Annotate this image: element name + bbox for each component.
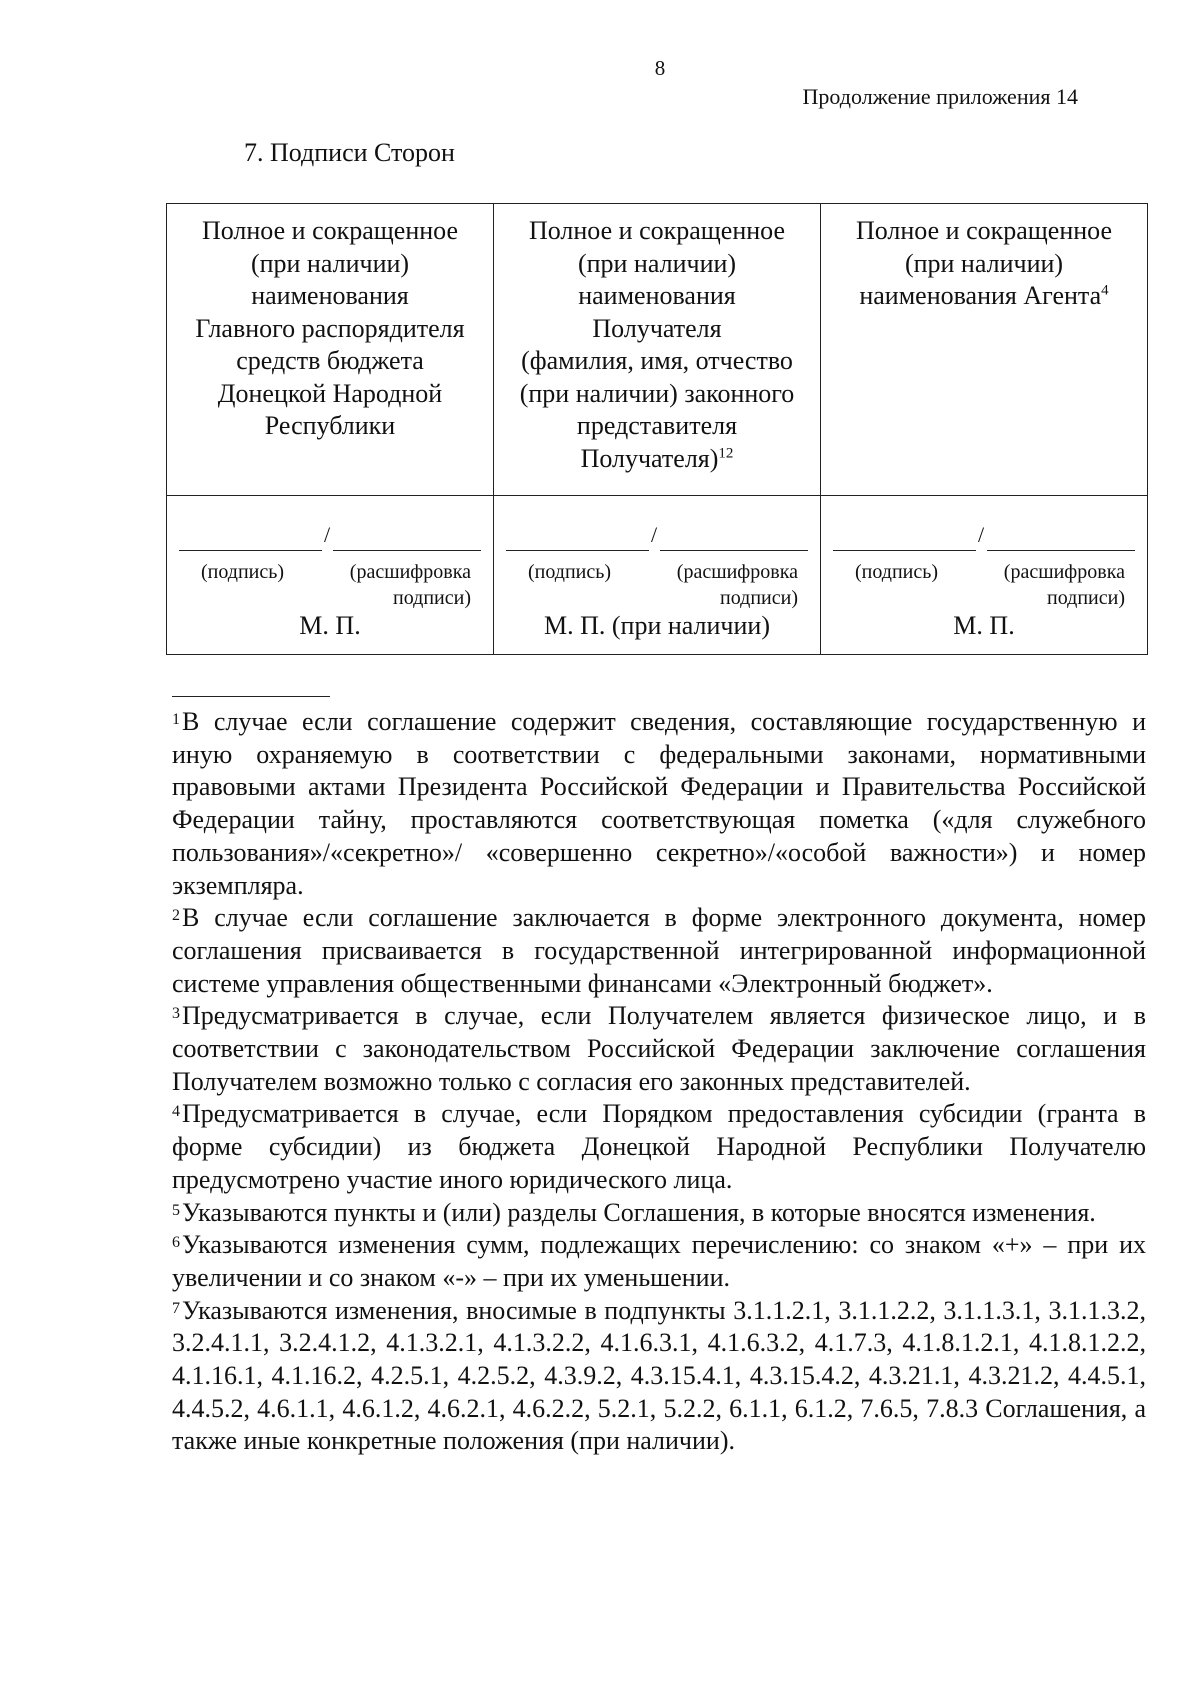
signature-cell	[821, 496, 1148, 655]
decode-caption-line: (расшифровка	[676, 561, 798, 583]
heading-line: Главного распорядителя	[195, 313, 465, 343]
footnote-1	[172, 706, 1146, 902]
signature-caption: (подпись)	[528, 561, 612, 583]
heading-line: Полное и сокращенное	[201, 216, 459, 245]
footnote-text: Указываются изменения, вносимые в подпункты 3.1.1.2.1, 3.1.1.2.2, 3.1.1.3.1, 3.1.1.3.2, 3.2.4.1.1, 3.2.4.1.2, 4.1.3.2.1, 4.1.3.2.2, 4.1.6.3.1, 4.1.6.3.2, 4.1.7.3, 4.1.8.1.2.1, 4.1.8.1.2.2, 4.1.16.1, 4.1.16.2, 4.2.5.1, 4.2.5.2, 4.3.9.2, 4.3.15.4.1, 4.3.15.4.2, 4.3.21.1, 4.3.21.2, 4.4.5.1, 4.4.5.2, 4.6.1.1, 4.6.1.2, 4.6.2.1, 4.6.2.2, 5.2.1, 5.2.2, 6.1.1, 6.1.2, 7.6.5, 7.8.3 Соглашения, а также иные конкретные положения (при наличии).	[172, 1295, 1146, 1456]
footnote-text: Указываются пункты и (или) разделы Соглашения, в которые вносятся изменения.	[182, 1197, 1096, 1227]
stamp-label: М. П.	[299, 611, 361, 640]
footnote-3	[172, 1000, 1146, 1098]
footnote-number: 4	[172, 1103, 180, 1121]
annex-label: Продолжение приложения 14	[802, 84, 1078, 109]
slash-divider: /	[978, 522, 985, 547]
signature-blank	[833, 526, 976, 551]
signature-table-header-row	[167, 204, 1148, 496]
heading-line: наименования	[578, 281, 736, 310]
heading-line: (при наличии)	[250, 248, 410, 278]
footnote-number: 3	[172, 1005, 180, 1023]
heading-line: представителя	[576, 411, 738, 440]
signature-blank	[179, 526, 322, 551]
footnote-7	[172, 1295, 1146, 1459]
footnote-separator	[172, 696, 330, 697]
heading-line: (при наличии)	[904, 248, 1064, 278]
slash-divider: /	[324, 522, 331, 547]
footnote-6	[172, 1229, 1146, 1294]
section-title: 7. Подписи Сторон	[244, 138, 455, 167]
footnote-number: 6	[172, 1234, 180, 1252]
heading-line: Донецкой Народной	[217, 378, 443, 408]
heading-line: средств бюджета	[236, 346, 424, 375]
decode-caption-line: подписи)	[393, 587, 471, 609]
footnote-number: 7	[172, 1299, 180, 1317]
signature-captions	[833, 559, 1135, 611]
heading-line: Полное и сокращенное	[528, 216, 786, 245]
footnote-2	[172, 902, 1146, 1000]
signature-line	[506, 522, 808, 552]
footnote-ref: 4	[1101, 282, 1109, 299]
signature-cell	[494, 496, 821, 655]
page-number: 8	[654, 56, 666, 80]
decode-caption-line: подписи)	[720, 587, 798, 609]
footnote-number: 5	[172, 1201, 180, 1219]
decode-caption-line: (расшифровка	[349, 561, 471, 583]
heading-line: наименования	[251, 281, 409, 310]
heading-line-text: наименования Агента	[859, 281, 1102, 310]
stamp-label: М. П. (при наличии)	[543, 611, 770, 640]
decode-blank	[987, 526, 1135, 551]
heading-line: (при наличии)	[577, 248, 737, 278]
signature-table-sign-row	[167, 496, 1148, 655]
decode-caption	[350, 559, 471, 611]
decode-blank	[660, 526, 808, 551]
party-heading-cell	[167, 204, 494, 496]
footnote-text: В случае если соглашение заключается в форме электронного документа, номер соглашения присваивается в государственной интегрированной информационной системе управления общественными финансами «Электронный бюджет».	[172, 903, 1146, 998]
footnote-4	[172, 1098, 1146, 1196]
heading-line: Республики	[264, 411, 396, 440]
footnote-number: 1	[172, 711, 180, 728]
signature-caption: (подпись)	[855, 561, 939, 583]
footnote-text: В случае если соглашение содержит сведения, составляющие государственную и иную охраняемую в соответствии с федеральными законами, нормативными правовыми актами Президента Российской Федерации и Правительства Российской Федерации тайну, проставляются соответствующая пометка («для служебного пользования»/«секретно»/ «совершенно секретно»/«особой важности») и номер экземпляра.	[172, 707, 1146, 900]
signature-table	[166, 203, 1148, 655]
decode-caption-line: (расшифровка	[1003, 561, 1125, 583]
heading-line: Полное и сокращенное	[855, 216, 1113, 245]
party-heading-cell	[821, 204, 1148, 496]
heading-line	[821, 280, 1147, 313]
slash-divider: /	[651, 522, 658, 547]
footnote-5	[172, 1197, 1146, 1230]
footnotes	[172, 706, 1146, 1458]
decode-caption-line: подписи)	[1047, 587, 1125, 609]
heading-line: (фамилия, имя, отчество	[521, 346, 793, 375]
signature-captions	[506, 559, 808, 611]
decode-caption	[677, 559, 798, 611]
footnote-ref: 12	[718, 444, 734, 461]
signature-blank	[506, 526, 649, 551]
heading-line-text: Получателя)	[580, 443, 719, 473]
footnote-text: Предусматривается в случае, если Получателем является физическое лицо, и в соответствии с законодательством Российской Федерации заключение соглашения Получателем возможно только с согласия его законных представителей.	[172, 1001, 1146, 1096]
heading-line: Получателя	[592, 313, 722, 343]
signature-line	[179, 522, 481, 552]
heading-line: (при наличии) законного	[519, 378, 795, 408]
stamp-label: М. П.	[953, 611, 1015, 640]
heading-line	[494, 443, 820, 476]
decode-blank	[333, 526, 481, 551]
footnote-number: 2	[172, 907, 180, 925]
party-heading-cell	[494, 204, 821, 496]
signature-captions	[179, 559, 481, 611]
signature-cell	[167, 496, 494, 655]
footnote-text: Указываются изменения сумм, подлежащих перечислению: со знаком «+» – при их увеличении и со знаком «-» – при их уменьшении.	[172, 1230, 1146, 1292]
decode-caption	[1004, 559, 1125, 611]
signature-line	[833, 522, 1135, 552]
signature-caption: (подпись)	[201, 561, 285, 583]
footnote-text: Предусматривается в случае, если Порядком предоставления субсидии (гранта в форме субсидии) из бюджета Донецкой Народной Республики Получателю предусмотрено участие иного юридического лица.	[172, 1099, 1146, 1194]
